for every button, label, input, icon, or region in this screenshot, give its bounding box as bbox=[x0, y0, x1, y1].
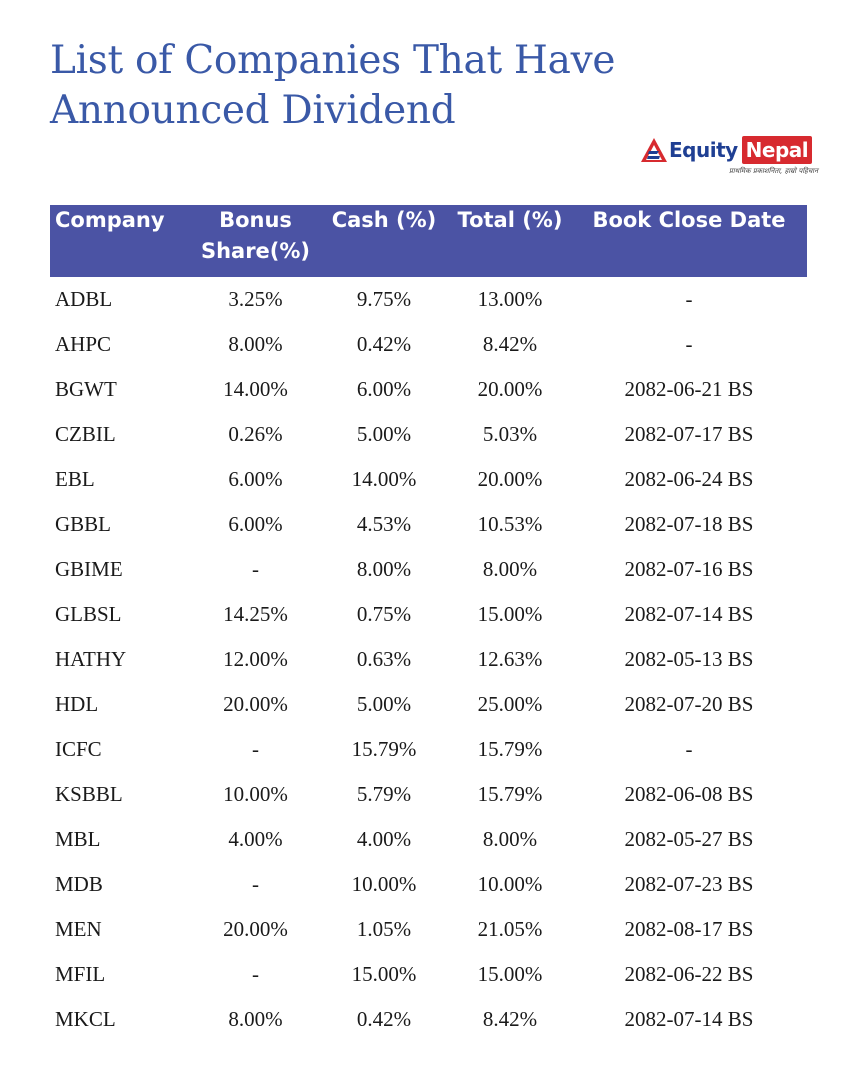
cell-bonus-share: 10.00% bbox=[223, 782, 288, 806]
cell-cash: 15.00% bbox=[351, 962, 417, 986]
column-header-cash: Cash (%) bbox=[319, 205, 449, 277]
header-row bbox=[50, 205, 807, 277]
cell-bonus-share: 0.26% bbox=[228, 422, 283, 446]
cell-company: MDB bbox=[55, 872, 103, 896]
cell-book-close-date: 2082-07-18 BS bbox=[624, 512, 754, 536]
column-header-company: Company bbox=[50, 205, 192, 277]
cell-company: HATHY bbox=[55, 647, 127, 671]
table-row bbox=[50, 592, 807, 637]
cell-bonus-share: 20.00% bbox=[223, 692, 288, 716]
cell-company: ADBL bbox=[55, 287, 113, 311]
cell-total: 10.53% bbox=[477, 512, 543, 536]
cell-total: 21.05% bbox=[477, 917, 543, 941]
table-row bbox=[50, 547, 807, 592]
cell-total: 12.63% bbox=[477, 647, 543, 671]
table-row bbox=[50, 502, 807, 547]
page-title: List of Companies That Have Announced Dividend bbox=[50, 38, 616, 133]
cell-cash: 5.00% bbox=[356, 422, 412, 446]
cell-book-close-date: 2082-07-16 BS bbox=[624, 557, 754, 581]
cell-cash: 0.63% bbox=[356, 647, 412, 671]
table-row bbox=[50, 727, 807, 772]
cell-book-close-date: 2082-07-14 BS bbox=[624, 1007, 754, 1031]
cell-book-close-date: - bbox=[685, 332, 693, 356]
cell-cash: 6.00% bbox=[356, 377, 412, 401]
cell-book-close-date: 2082-07-14 BS bbox=[624, 602, 754, 626]
cell-book-close-date: 2082-06-21 BS bbox=[624, 377, 754, 401]
cell-total: 5.03% bbox=[482, 422, 538, 446]
cell-cash: 1.05% bbox=[356, 917, 412, 941]
table-row bbox=[50, 367, 807, 412]
cell-total: 20.00% bbox=[477, 377, 543, 401]
cell-bonus-share: 8.00% bbox=[228, 1007, 283, 1031]
cell-total: 10.00% bbox=[477, 872, 543, 896]
cell-company: KSBBL bbox=[55, 782, 123, 806]
cell-bonus-share: 4.00% bbox=[228, 827, 283, 851]
cell-bonus-share: 20.00% bbox=[223, 917, 288, 941]
cell-total: 8.00% bbox=[482, 827, 538, 851]
cell-total: 25.00% bbox=[477, 692, 543, 716]
cell-total: 8.00% bbox=[482, 557, 538, 581]
cell-bonus-share: 14.25% bbox=[223, 602, 288, 626]
table-row bbox=[50, 412, 807, 457]
table-row bbox=[50, 457, 807, 502]
dividend-table bbox=[50, 205, 807, 1042]
cell-cash: 0.42% bbox=[356, 1007, 412, 1031]
cell-company: GLBSL bbox=[55, 602, 122, 626]
cell-total: 13.00% bbox=[477, 287, 543, 311]
column-header-book-close-date: Book Close Date bbox=[571, 205, 807, 277]
cell-company: GBIME bbox=[55, 557, 123, 581]
cell-book-close-date: - bbox=[685, 737, 693, 761]
cell-bonus-share: - bbox=[252, 557, 259, 581]
cell-bonus-share: 8.00% bbox=[228, 332, 283, 356]
cell-cash: 0.42% bbox=[356, 332, 412, 356]
cell-company: MEN bbox=[55, 917, 102, 941]
cell-total: 15.79% bbox=[477, 737, 543, 761]
cell-company: HDL bbox=[55, 692, 99, 716]
cell-book-close-date: 2082-06-24 BS bbox=[624, 467, 754, 491]
cell-total: 15.00% bbox=[477, 962, 543, 986]
cell-cash: 5.79% bbox=[356, 782, 412, 806]
table-row bbox=[50, 322, 807, 367]
cell-bonus-share: 3.25% bbox=[228, 287, 283, 311]
cell-total: 15.79% bbox=[477, 782, 543, 806]
cell-company: AHPC bbox=[55, 332, 112, 356]
cell-bonus-share: 6.00% bbox=[228, 467, 283, 491]
table-row bbox=[50, 952, 807, 997]
cell-book-close-date: 2082-07-23 BS bbox=[624, 872, 754, 896]
cell-bonus-share: - bbox=[252, 737, 259, 761]
table-row bbox=[50, 907, 807, 952]
cell-total: 8.42% bbox=[482, 1007, 538, 1031]
logo-triangle-icon bbox=[640, 136, 668, 164]
cell-total: 8.42% bbox=[482, 332, 538, 356]
column-header-total: Total (%) bbox=[449, 205, 571, 277]
cell-bonus-share: - bbox=[252, 872, 259, 896]
cell-bonus-share: 14.00% bbox=[223, 377, 288, 401]
cell-cash: 10.00% bbox=[351, 872, 417, 896]
cell-book-close-date: - bbox=[685, 287, 693, 311]
cell-bonus-share: - bbox=[252, 962, 259, 986]
cell-book-close-date: 2082-06-22 BS bbox=[624, 962, 754, 986]
cell-book-close-date: 2082-07-17 BS bbox=[624, 422, 754, 446]
table-row bbox=[50, 277, 807, 322]
table-row bbox=[50, 817, 807, 862]
table-row bbox=[50, 772, 807, 817]
cell-company: MKCL bbox=[55, 1007, 116, 1031]
column-header-bonus-share: Bonus Share(%) bbox=[192, 205, 319, 277]
logo-word-nepal: Nepal bbox=[742, 136, 812, 164]
cell-total: 20.00% bbox=[477, 467, 543, 491]
cell-cash: 4.53% bbox=[356, 512, 412, 536]
cell-book-close-date: 2082-06-08 BS bbox=[624, 782, 754, 806]
logo-word-equity: Equity bbox=[669, 138, 738, 162]
cell-company: GBBL bbox=[55, 512, 112, 536]
table-header bbox=[50, 205, 807, 277]
table-row bbox=[50, 637, 807, 682]
table-row bbox=[50, 682, 807, 727]
table-row bbox=[50, 997, 807, 1042]
cell-company: CZBIL bbox=[55, 422, 116, 446]
cell-bonus-share: 12.00% bbox=[223, 647, 288, 671]
cell-cash: 4.00% bbox=[356, 827, 412, 851]
cell-cash: 9.75% bbox=[356, 287, 412, 311]
cell-company: MFIL bbox=[55, 962, 106, 986]
equity-nepal-logo bbox=[640, 135, 824, 179]
cell-book-close-date: 2082-07-20 BS bbox=[624, 692, 754, 716]
cell-bonus-share: 6.00% bbox=[228, 512, 283, 536]
table-body bbox=[50, 277, 807, 1042]
cell-book-close-date: 2082-08-17 BS bbox=[624, 917, 754, 941]
cell-cash: 8.00% bbox=[356, 557, 412, 581]
cell-company: BGWT bbox=[55, 377, 117, 401]
cell-cash: 5.00% bbox=[356, 692, 412, 716]
cell-total: 15.00% bbox=[477, 602, 543, 626]
cell-book-close-date: 2082-05-13 BS bbox=[624, 647, 754, 671]
cell-cash: 0.75% bbox=[356, 602, 412, 626]
cell-company: ICFC bbox=[55, 737, 102, 761]
cell-book-close-date: 2082-05-27 BS bbox=[624, 827, 754, 851]
cell-cash: 14.00% bbox=[351, 467, 417, 491]
cell-cash: 15.79% bbox=[351, 737, 417, 761]
logo-tagline: प्राथमिक प्रकाशनिता, हाम्रो पहिचान bbox=[728, 167, 818, 175]
cell-company: EBL bbox=[55, 467, 95, 491]
cell-company: MBL bbox=[55, 827, 101, 851]
table-row bbox=[50, 862, 807, 907]
